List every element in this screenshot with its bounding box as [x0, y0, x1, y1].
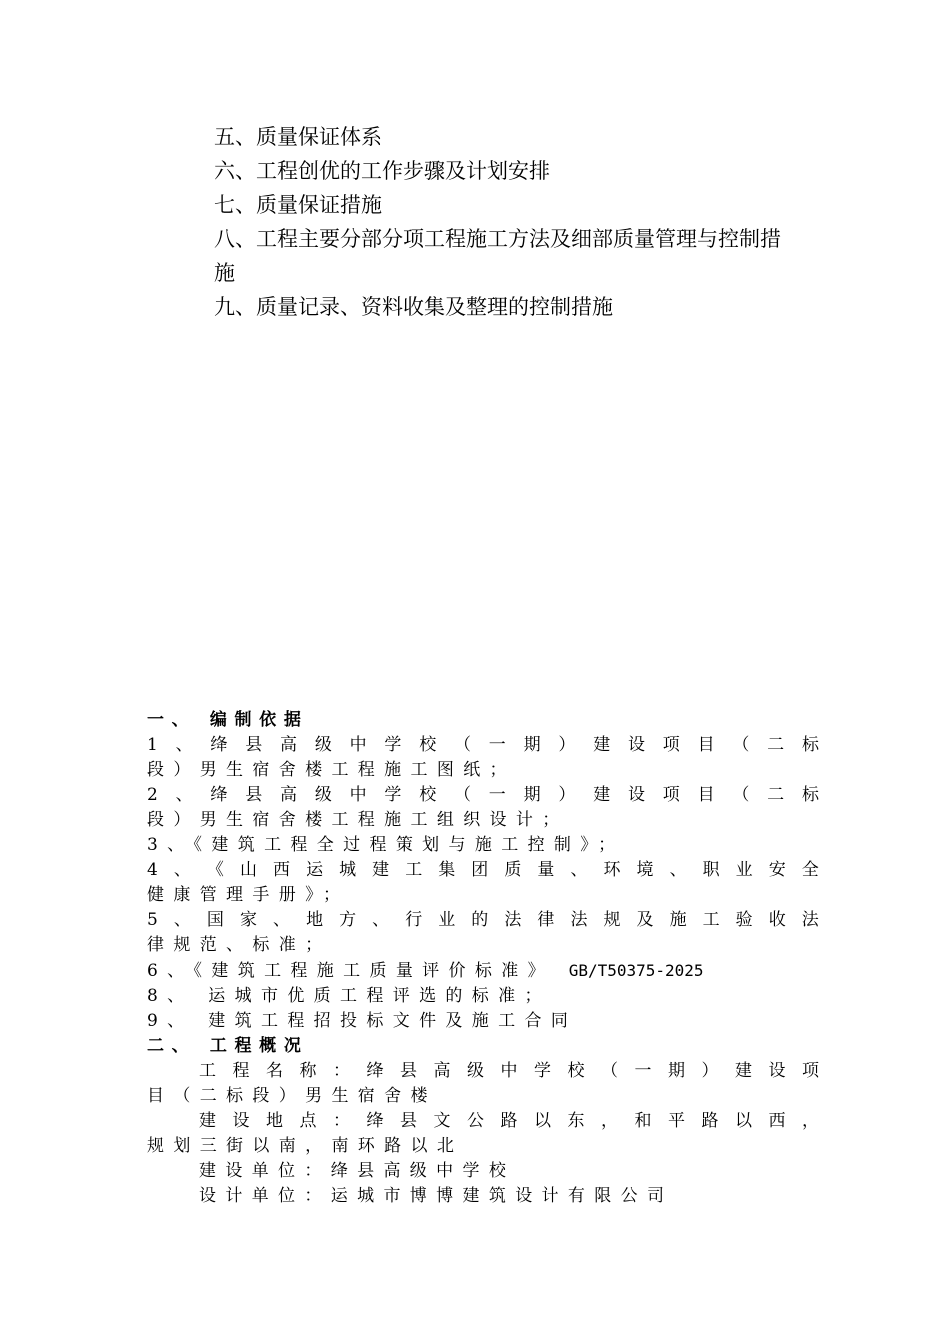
basis-item-2: 2 、 绛 县 高 级 中 学 校 （ 一 期 ） 建 设 项 目 （ 二 标: [147, 785, 819, 805]
basis-item-5: 5 、 国 家 、 地 方 、 行 业 的 法 律 法 规 及 施 工 验 收 法: [147, 910, 819, 930]
project-name: 工 程 名 称 ： 绛 县 高 级 中 学 校 （ 一 期 ） 建 设 项: [199, 1061, 819, 1081]
basis-item-9: 9、 建筑工程招投标文件及施工合同: [147, 1011, 578, 1031]
basis-item-2-cont: 段）男生宿舍楼工程施工组织设计；: [147, 810, 569, 830]
standard-code: GB/T50375-2025: [568, 961, 704, 980]
document-body: [147, 708, 819, 1209]
project-site: 建 设 地 点 ： 绛 县 文 公 路 以 东 ， 和 平 路 以 西 ，: [199, 1111, 819, 1131]
toc-item: 六、工程创优的工作步骤及计划安排: [214, 159, 550, 183]
project-name-cont: 目（二标段）男生宿舍楼: [147, 1086, 437, 1106]
toc-item: 八、工程主要分部分项工程施工方法及细部质量管理与控制措: [214, 227, 781, 251]
section-heading-basis: 一、 编制依据: [147, 710, 309, 730]
basis-item-3: 3、《建筑工程全过程策划与施工控制》；: [147, 835, 625, 855]
basis-item-4: 4 、 《 山 西 运 城 建 工 集 团 质 量 、 环 境 、 职 业 安 全: [147, 860, 819, 880]
project-site-cont: 规划三街以南，南环路以北: [147, 1136, 464, 1156]
design-unit: 设计单位：运城市博博建筑设计有限公司: [199, 1186, 674, 1206]
basis-item-4-cont: 健康管理手册》；: [147, 885, 350, 905]
basis-item-1: 1 、 绛 县 高 级 中 学 校 （ 一 期 ） 建 设 项 目 （ 二 标: [147, 735, 819, 755]
owner-unit: 建设单位：绛县高级中学校: [199, 1161, 516, 1181]
toc-item: 五、质量保证体系: [214, 125, 382, 149]
basis-item-5-cont: 律规范、标准；: [147, 935, 332, 955]
toc-item-continuation: 施: [214, 261, 235, 285]
toc-item: 七、质量保证措施: [214, 193, 382, 217]
toc-item: 九、质量记录、资料收集及整理的控制措施: [214, 295, 613, 319]
basis-item-8: 8、 运城市优质工程评选的标准；: [147, 986, 551, 1006]
basis-item-6-text: 6、《建筑工程施工质量评价标准》: [147, 961, 554, 981]
table-of-contents: [214, 120, 834, 324]
section-heading-overview: 二、 工程概况: [147, 1036, 309, 1056]
basis-item-6: [147, 958, 819, 984]
basis-item-1-cont: 段）男生宿舍楼工程施工图纸；: [147, 760, 516, 780]
